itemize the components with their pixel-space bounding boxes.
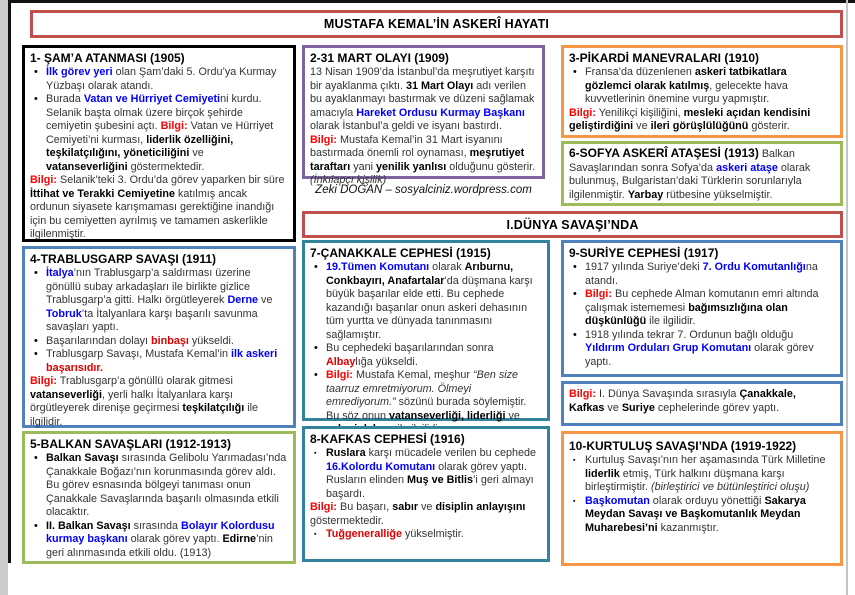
- text-run: adı verilen bu ayaklanmayı bastırmak ve düzeni sağlamak amacıyla: [310, 79, 535, 119]
- text-runs: [585, 329, 834, 370]
- text-run: mesleki açıdan kendisini geliştirdiğini: [569, 106, 811, 132]
- text-run: “Ben size taarruz emretmiyorum. Ölmeyi emrediyorum.”: [326, 369, 519, 408]
- text-run: Derne: [227, 294, 259, 306]
- text-run: Trablusgarp’a gönüllü olarak gitmesi: [57, 375, 233, 387]
- bullet-icon: •: [573, 328, 577, 341]
- text-run: vatanseverliği: [30, 388, 103, 401]
- page-left-border: [8, 0, 11, 563]
- text-run: meşrutiyet taraftarı: [310, 147, 525, 173]
- box-title: 7-ÇANAKKALE CEPHESİ (1915): [310, 246, 491, 260]
- text-run: ’nin geri alınmasında etkili oldu. (1913): [46, 533, 273, 559]
- square-bullet-icon: ▪: [573, 457, 576, 464]
- text-run: II. Balkan Savaşı: [46, 519, 131, 532]
- text-run: sırasında: [130, 519, 182, 532]
- page-right-shadow: [846, 0, 848, 595]
- text-run: Vatan ve Hürriyet Cemiyeti’ni kurması,: [46, 120, 274, 146]
- text-runs: [326, 528, 541, 542]
- box-sam-atanmasi: [22, 45, 296, 242]
- text-run: olarak: [429, 261, 465, 273]
- text-run: Selanik’teki 3. Ordu’da görev yaparken bir süre: [57, 174, 285, 186]
- text-run: 16.Kolordu Komutanı: [326, 460, 436, 473]
- text-run: liderlik: [585, 467, 620, 480]
- text-run: Bilgi:: [30, 174, 57, 186]
- paragraph: [30, 375, 287, 429]
- box-title: 1- ŞAM’A ATANMASI (1905): [30, 51, 185, 65]
- bullet-icon: •: [573, 261, 577, 273]
- text-runs: [326, 261, 541, 342]
- text-run: Yenilikçi kişiliğini,: [596, 106, 684, 119]
- text-run: ve: [633, 120, 651, 132]
- text-run: Bolayır Kolordusu kurmay başkanı: [46, 519, 275, 545]
- bullet-item: [30, 452, 287, 520]
- text-run: Bilgi:: [310, 133, 337, 146]
- text-run: Muş ve Bitlis: [407, 474, 474, 486]
- text-run: Edirne: [222, 533, 257, 545]
- paragraph: [569, 147, 834, 202]
- text-run: ve: [604, 401, 622, 414]
- text-runs: [30, 375, 258, 428]
- text-runs: [585, 66, 834, 107]
- text-run: Mustafa Kemal, meşhur: [353, 369, 474, 381]
- box-suriye-cephesi: [561, 240, 843, 377]
- bullet-icon: •: [34, 452, 38, 464]
- text-run: Çanakkale, Kafkas: [569, 388, 796, 414]
- text-run: olduğunu gösterir.: [446, 160, 536, 173]
- text-run: Albay: [326, 355, 356, 368]
- box-body: [569, 454, 834, 535]
- text-run: Suriye: [621, 401, 655, 414]
- bullet-icon: •: [573, 288, 577, 300]
- text-run: 31 Mart Olayı: [406, 79, 474, 92]
- text-run: olarak İstanbul’a geldi ve isyanı bastırdı.: [310, 120, 503, 132]
- text-run: Bu cephedeki başarılarından sonra: [326, 342, 494, 354]
- text-run: İtalya: [46, 267, 74, 279]
- text-run: Bilgi:: [585, 288, 612, 300]
- text-run: göstermektedir.: [310, 514, 384, 527]
- text-runs: [46, 66, 287, 93]
- text-run: Balkan Savaşı: [46, 452, 119, 464]
- text-run: Bilgi:: [569, 388, 596, 400]
- page-left-shadow: [0, 0, 8, 595]
- bullet-icon: •: [34, 519, 38, 532]
- text-run: sabır: [392, 501, 419, 513]
- text-run: askeri tatbikatlara gözlemci olarak katılmış: [585, 66, 787, 92]
- text-run: yani: [350, 160, 377, 173]
- bullet-item: [569, 288, 834, 329]
- box-body: [569, 66, 834, 134]
- text-run: lığa yükseldi.: [355, 355, 418, 368]
- box-sofya-askeri-atasesi: [561, 141, 843, 206]
- text-run: İlk görev yeri: [46, 66, 113, 78]
- text-run: Yarbay: [627, 188, 664, 201]
- box-pikardi-manevralari: [561, 45, 843, 138]
- text-run: Tuğgeneralliğe: [326, 528, 402, 540]
- text-run: , gelecekte hava kuvvetlerinin önemine vurgu yapmıştır.: [585, 79, 788, 105]
- box-body: [569, 261, 834, 369]
- bullet-item: [30, 93, 287, 174]
- bullet-item: [30, 267, 287, 335]
- text-run: ve: [505, 409, 520, 422]
- text-run: katılmış ancak ordunun siyasete karışmaması gerektiğine inandığı için bu cemiyetten ayrılmış ve tamamen askerlikle ilgilenmiştir.: [30, 187, 275, 240]
- text-run: karşı mücadele verilen bu cephede: [365, 447, 537, 459]
- bullet-item: [569, 454, 834, 495]
- text-run: Trablusgarp Savaşı, Mustafa Kemal’in: [46, 348, 232, 360]
- bullet-item: [30, 348, 287, 375]
- text-run: (birleştirici ve bütünleştirici oluşu): [650, 481, 810, 493]
- box-title: 5-BALKAN SAVAŞLARI (1912-1913): [30, 437, 231, 451]
- text-run: başarısıdır.: [46, 361, 104, 374]
- bullet-icon: •: [34, 93, 38, 105]
- text-run: Bilgi:: [30, 375, 57, 387]
- text-run: İttihat ve Terakki Cemiyetine: [30, 187, 176, 200]
- text-run: Bu cephede Alman komutanın emri altında çalışmak istememesi: [585, 288, 819, 314]
- text-runs: [326, 342, 541, 369]
- text-run: Ruslara: [326, 447, 366, 459]
- text-run: 13 Nisan 1909’da İstanbul’da meşrutiyet karşıtı bir ayaklanma çıktı.: [310, 66, 535, 92]
- text-runs: [585, 261, 834, 288]
- text-runs: [46, 93, 287, 174]
- text-run: na atandı.: [585, 261, 818, 287]
- text-run: ile ilgilidir.: [30, 402, 259, 428]
- paragraph: [310, 66, 536, 134]
- text-run: vatanseverliği, liderliği: [389, 409, 506, 422]
- text-run: Yıldırım Orduları Grup Komutanı: [585, 342, 752, 354]
- text-run: Bilgi:: [160, 120, 188, 132]
- box-kafkas-cephesi: [302, 426, 550, 562]
- text-run: olarak bulunmuş, Bulgaristan’daki Türklerin sorunlarıyla ilgilenmiştir.: [569, 161, 811, 201]
- text-run: yükseldi.: [188, 334, 234, 347]
- attribution-line: Zeki DOĞAN – sosyalciniz.wordpress.com: [315, 184, 532, 196]
- text-run: kazanmıştır.: [657, 521, 719, 534]
- text-run: askeri ataşe: [716, 161, 778, 174]
- box-body: [30, 66, 287, 242]
- text-run: Bilgi:: [569, 106, 596, 119]
- bullet-item: [310, 447, 541, 501]
- box-title: 8-KAFKAS CEPHESİ (1916): [310, 432, 465, 446]
- ww1-section-title: I.DÜNYA SAVAŞI’NDA: [506, 217, 639, 232]
- text-run: Vatan ve Hürriyet Cemiyeti: [83, 93, 221, 105]
- bullet-icon: •: [34, 334, 38, 347]
- text-run: I. Dünya Savaşında sırasıyla: [596, 388, 740, 400]
- text-run: teşkilatçılığı: [182, 402, 245, 414]
- text-run: ’da düşmana karşı büyük başarılar elde etti. Bu cephede kazandığı başarılar onun askeri dehasının tüm yurtta ve dünyada tanınmasını sağlamıştır.: [326, 274, 533, 341]
- ww1-section-banner: [302, 211, 843, 238]
- box-body: [569, 388, 834, 415]
- bullet-item: [310, 528, 541, 542]
- square-bullet-icon: ▪: [314, 531, 317, 538]
- text-run: ’nın Trablusgarp’a saldırması üzerine gönüllü subay arkadaşları ile birlikte gizlice Trablusgarp’a gitti. Halkı örgütleyerek: [46, 267, 251, 306]
- text-runs: [310, 501, 525, 527]
- paragraph: [569, 107, 834, 134]
- text-runs: [46, 335, 287, 349]
- box-title: 10-KURTULUŞ SAVAŞI’NDA (1919-1922): [569, 439, 797, 453]
- page-title: MUSTAFA KEMAL’İN ASKERÎ HAYATI: [323, 17, 550, 31]
- text-runs: [326, 447, 541, 501]
- text-run: ve: [418, 501, 436, 513]
- text-run: , yerli halkı İtalyanlara karşı örgütleyerek direnişe geçirmesi: [30, 388, 233, 414]
- box-canakkale-cephesi: [302, 240, 550, 421]
- bullet-item: [569, 66, 834, 107]
- bullet-icon: •: [34, 66, 38, 78]
- box-body: [310, 261, 541, 437]
- text-run: vatanseverliğini: [46, 160, 128, 173]
- box-title: 2-31 MART OLAYI (1909): [310, 51, 449, 65]
- paragraph: [30, 174, 287, 242]
- text-runs: [585, 495, 834, 536]
- paragraph: [310, 501, 541, 528]
- text-runs: [585, 288, 834, 329]
- text-run: Balkan Savaşlarından sonra Sofya’da: [569, 148, 795, 174]
- text-run: Tobruk: [46, 307, 82, 320]
- paragraph: [310, 134, 536, 188]
- text-run: olarak orduyu yönettiği: [649, 494, 765, 507]
- text-run: ile ilgilidir.: [646, 315, 696, 327]
- bullet-item: [30, 520, 287, 561]
- text-run: Sakarya Meydan Savaşı ve Başkomutanlık Meydan Muharebesi’ni: [585, 494, 806, 534]
- bullet-item: [569, 495, 834, 536]
- text-runs: [46, 348, 287, 375]
- text-run: etmiş, Türk halkını düşmana karşı birleştirmiştir.: [585, 467, 785, 493]
- box-body: [569, 147, 834, 202]
- text-runs: [30, 174, 284, 240]
- box-body: [310, 447, 541, 542]
- text-run: Bilgi:: [310, 501, 337, 513]
- bullet-icon: •: [34, 267, 38, 279]
- bullet-item: [30, 66, 287, 93]
- text-run: 7. Ordu Komutanlığı: [702, 261, 806, 273]
- text-run: sözünü burada söylemiştir. Bu söz onun: [326, 396, 527, 422]
- text-run: sırasında Gelibolu Yarımadası’nda Çanakkale Boğazı’nın korunmasında görev aldı. Bu görev esnasında bölgeyi tanıması onun Çanakkale Savaşlarında başarılı olmasında etkili olacaktır.: [46, 452, 287, 518]
- bullet-item: [310, 261, 541, 342]
- text-runs: [46, 267, 287, 335]
- text-run: gösterir.: [748, 120, 790, 132]
- text-run: ni kurdu. Selanik başta olmak üzere birçok şehirde cemiyetin şubesini açtı.: [46, 93, 262, 132]
- text-run: Başkomutan: [585, 494, 650, 507]
- text-runs: [46, 452, 287, 520]
- text-runs: [46, 520, 287, 561]
- text-run: liderlik özelliğini, teşkilatçılığını, yöneticiliğini: [46, 133, 234, 159]
- text-run: 1917 yılında Suriye’deki: [585, 261, 703, 273]
- bullet-icon: •: [314, 342, 318, 354]
- box-ww1-ozet-bilgi: [561, 381, 843, 426]
- text-run: yükselmiştir.: [402, 528, 464, 540]
- text-run: 19.Tümen Komutanı: [326, 261, 430, 273]
- text-run: Burada: [46, 93, 84, 105]
- page-title-banner: [30, 10, 843, 38]
- text-run: ilk askeri: [231, 348, 278, 360]
- box-body: [30, 452, 287, 560]
- text-runs: [569, 107, 810, 133]
- box-balkan-savaslari: [22, 431, 296, 564]
- text-run: Kurtuluş Savaşı’nın her aşamasında Türk Milletine: [585, 454, 826, 466]
- box-title: 4-TRABLUSGARP SAVAŞI (1911): [30, 252, 217, 266]
- text-runs: [569, 148, 810, 201]
- text-run: Hareket Ordusu Kurmay Başkanı: [356, 106, 525, 119]
- box-body: [30, 267, 287, 429]
- text-run: 1918 yılında tekrar 7. Ordunun bağlı olduğu: [585, 328, 794, 341]
- square-bullet-icon: ▪: [314, 450, 317, 457]
- bullet-icon: •: [314, 369, 318, 381]
- text-run: olan Şam’daki 5. Ordu’ya Kurmay Yüzbaşı olarak atandı.: [46, 66, 277, 92]
- text-run: Bilgi:: [326, 369, 353, 381]
- text-run: binbaşı: [151, 334, 189, 347]
- text-run: ’ta İtalyanlara karşı başarılı savunma savaşları yaptı.: [46, 307, 258, 333]
- bullet-item: [30, 335, 287, 349]
- text-run: olarak görev yaptı.: [585, 342, 814, 368]
- bullet-item: [569, 329, 834, 370]
- text-run: ve: [189, 147, 204, 159]
- text-run: bağımsızlığına olan düşkünlüğü: [585, 301, 788, 327]
- page-top-border: [8, 0, 855, 3]
- bullet-item: [569, 261, 834, 288]
- text-run: Arıburnu, Conkbayırı, Anafartalar: [326, 261, 514, 287]
- box-kurtulus-savasi: [561, 431, 843, 566]
- bullet-icon: •: [573, 66, 577, 78]
- text-run: Mustafa Kemal’in 31 Mart isyanını bastırmada önemli rol oynaması,: [310, 133, 503, 159]
- text-run: Başarılarından dolayı: [46, 334, 152, 347]
- text-run: Fransa’da düzenlenen: [585, 66, 695, 78]
- square-bullet-icon: ▪: [573, 497, 576, 505]
- box-body: [310, 66, 536, 188]
- bullet-icon: •: [34, 348, 38, 360]
- text-runs: [585, 454, 834, 495]
- text-runs: [310, 134, 535, 187]
- box-trablusgarp-savasi: [22, 246, 296, 428]
- text-run: disiplin anlayışını: [435, 501, 526, 513]
- box-title: 3-PİKARDİ MANEVRALARI (1910): [569, 51, 760, 65]
- text-run: olarak görev yaptı.: [127, 533, 223, 545]
- box-title: 9-SURİYE CEPHESİ (1917): [569, 246, 719, 260]
- bullet-item: [310, 342, 541, 369]
- text-runs: [310, 66, 534, 132]
- paragraph: [569, 388, 834, 415]
- text-runs: [569, 388, 796, 414]
- text-run: 6-SOFYA ASKERÎ ATAŞESİ (1913): [569, 146, 759, 160]
- text-run: cephelerinde görev yaptı.: [654, 401, 780, 414]
- text-run: göstermektedir.: [127, 160, 205, 173]
- text-run: olarak görev yaptı. Rusların elinden: [326, 460, 527, 486]
- text-run: ileri görüşlülüğünü: [650, 120, 749, 132]
- bullet-icon: •: [314, 261, 318, 273]
- text-run: ve: [258, 294, 273, 306]
- text-run: ’i geri almayı başardı.: [326, 474, 534, 500]
- text-run: yenilik yanlısı: [376, 160, 447, 173]
- text-run: rütbesine yükselmiştir.: [663, 188, 773, 201]
- box-31-mart-olayi: [302, 45, 545, 186]
- text-run: Bu başarı,: [337, 501, 393, 513]
- text-run: (İnkılapçı kişilik): [310, 174, 387, 186]
